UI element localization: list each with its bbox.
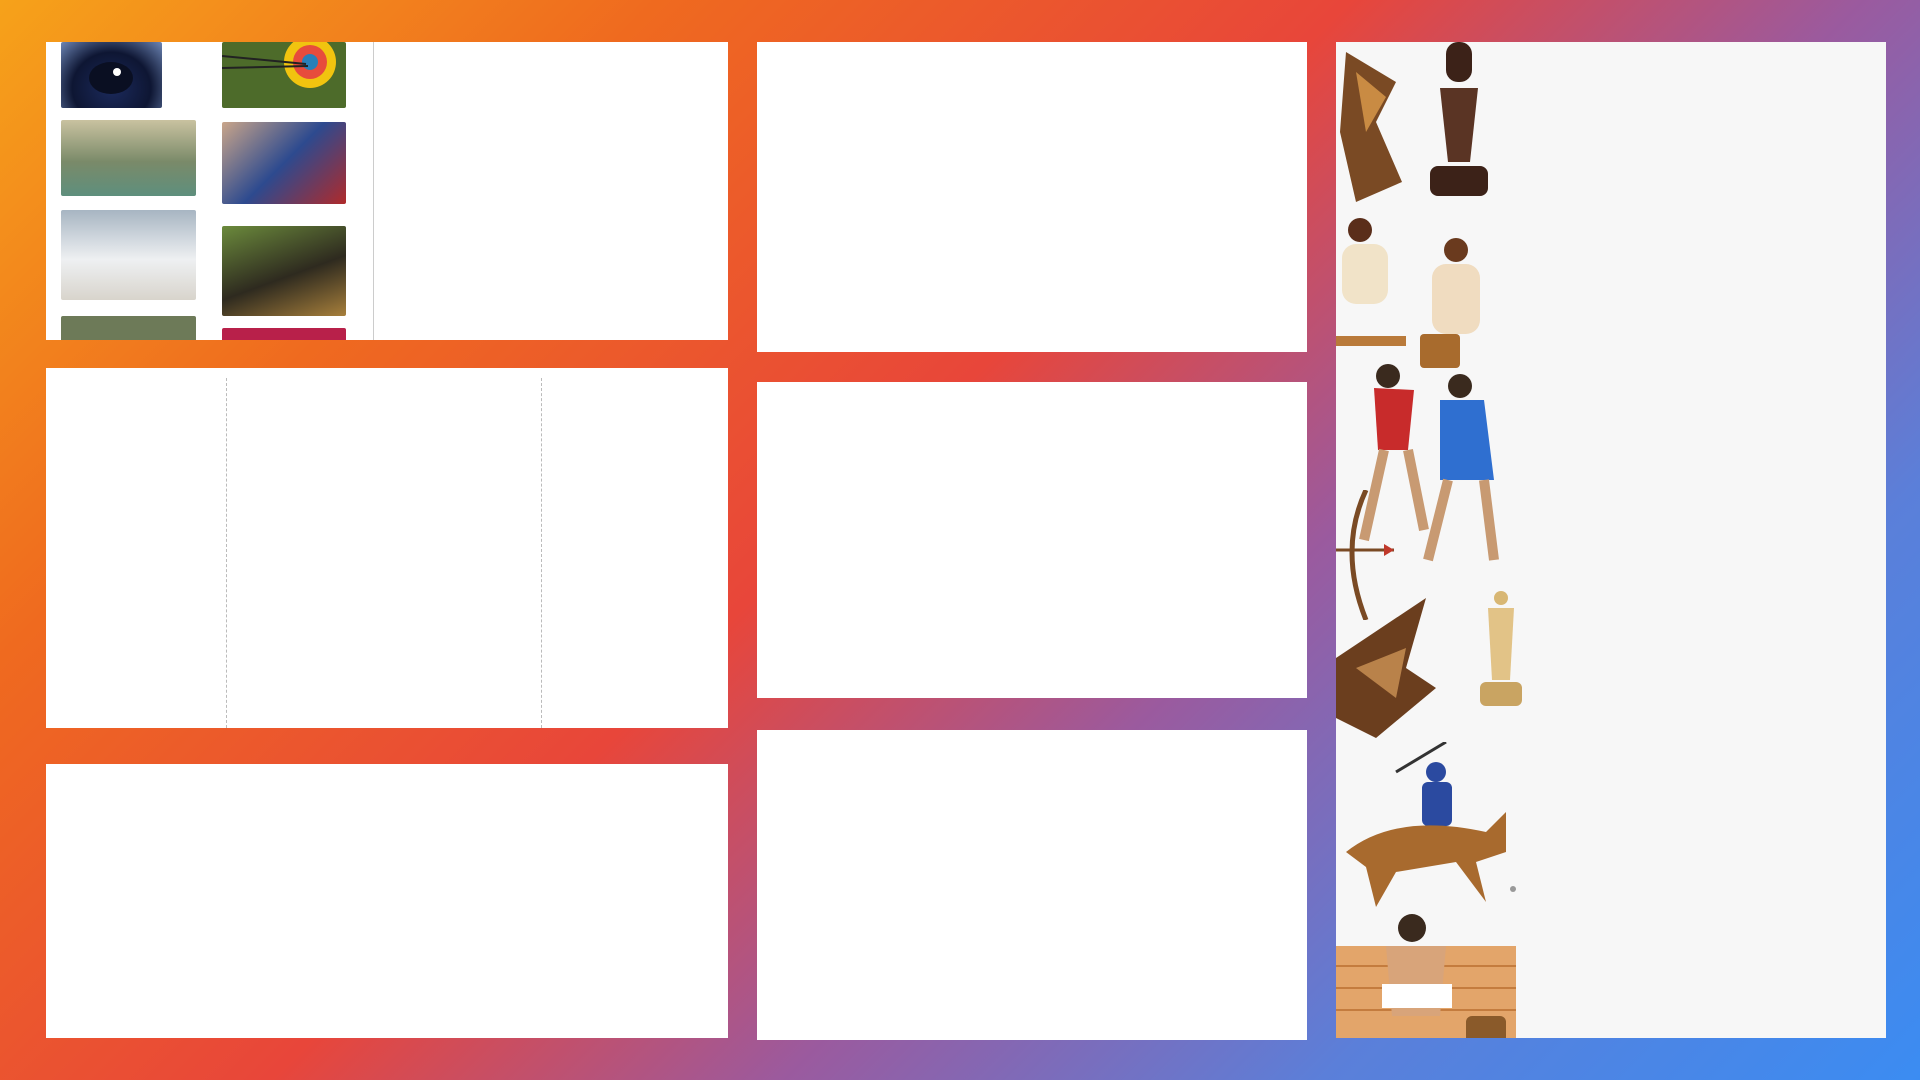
divider <box>373 42 374 340</box>
rich-or-poor-panel[interactable] <box>757 730 1307 1040</box>
bather-illustration <box>1336 906 1516 1038</box>
archery-target-photo <box>222 42 346 108</box>
chess-board-photo <box>222 226 346 316</box>
divider <box>541 378 542 728</box>
chess-king-icon <box>1424 42 1494 210</box>
leisure-info-panel[interactable] <box>1336 42 1886 1038</box>
eagle-illustration <box>1336 42 1406 212</box>
wrestling-photo <box>222 122 346 204</box>
polo-photo <box>222 328 346 340</box>
chess-queen-icon <box>1476 590 1526 710</box>
falcon-illustration <box>1336 598 1446 748</box>
drag-dot <box>1510 886 1516 892</box>
wordsearch-panel[interactable] <box>46 42 728 340</box>
anagram-panel[interactable] <box>46 368 728 728</box>
divider <box>226 378 227 728</box>
whale-photo <box>61 42 162 108</box>
falconry-photo <box>61 210 196 300</box>
shadow-puppet-panel[interactable] <box>757 42 1307 352</box>
public-baths-photo <box>61 120 196 196</box>
polo-rider-illustration <box>1336 742 1516 912</box>
choose-activity-panel[interactable] <box>46 764 728 1038</box>
horse-photo <box>61 316 196 340</box>
compare-panel[interactable] <box>757 382 1307 698</box>
